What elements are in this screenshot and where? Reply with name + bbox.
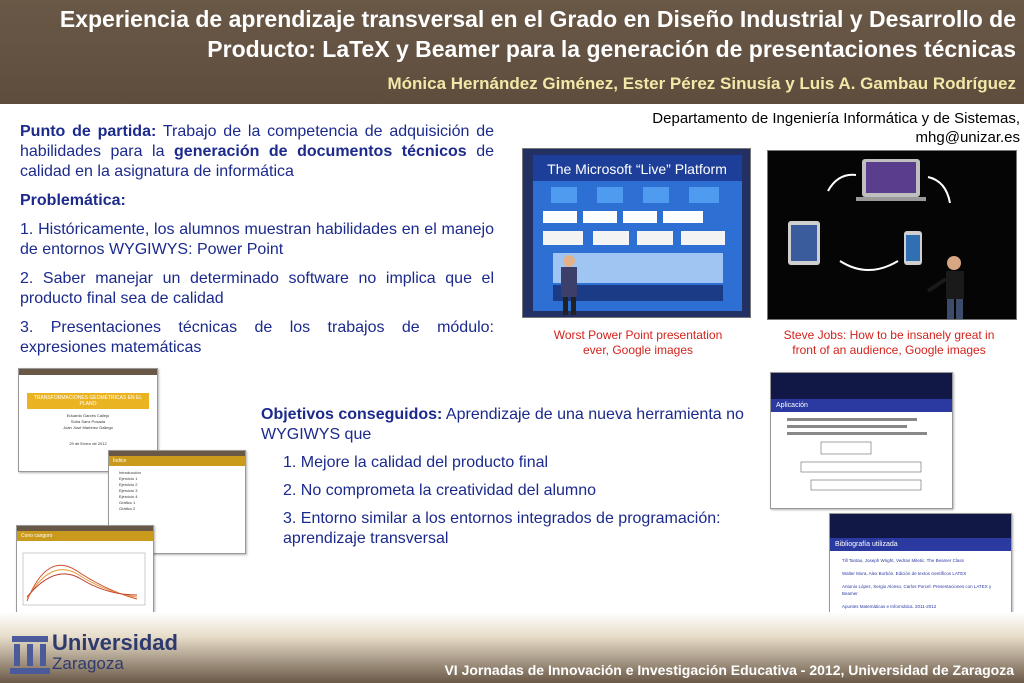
slide1-title: TRANSFORMACIONES GEOMÉTRICAS EN EL PLANO (27, 393, 149, 409)
problematica-item-1: 1. Históricamente, los alumnos muestran habilidades en el manejo de entornos WYGIWYS: Power Point (20, 221, 494, 258)
objetivo-item-1: 1. Mejore la calidad del producto final (283, 454, 549, 471)
slide2-item-6: Gráfico 1 (119, 500, 136, 505)
problematica-item-2: 2. Saber manejar un determinado software no implica que el producto final sea de calidad (20, 270, 494, 307)
slide2-item-7: Gráfico 2 (119, 506, 136, 511)
slide5-ref-4: Apuntes Matemáticas e Informática. 2011-2012 (842, 604, 937, 609)
logo-city: Zaragoza (52, 654, 124, 673)
slide2-item-4: Ejercicio 3 (119, 488, 138, 493)
department-info (652, 109, 1020, 147)
department-name: Departamento de Ingeniería Informática y de Sistemas, (652, 110, 1020, 127)
slide1-name-1: Eduardo Garcés Callejo (66, 413, 110, 418)
slide1-date: 29 de Enero de 2012 (69, 441, 107, 446)
poster-authors: Mónica Hernández Giménez, Ester Pérez Sinusía y Luis A. Gambau Rodríguez (387, 74, 1016, 93)
punto-label: Punto de partida: (20, 123, 157, 140)
punto-text-1: Trabajo de la competencia de adquisición de habilidades para la (20, 123, 494, 160)
poster-title: Experiencia de aprendizaje transversal en el Grado en Diseño Industrial y Desarrollo de Producto: LaTeX y Beamer para la generación de presentaciones técnicas (59, 6, 1016, 62)
problematica-label: Problemática: (20, 192, 126, 209)
slide4-title: Aplicación (771, 399, 952, 412)
objetivo-item-3: 3. Entorno similar a los entornos integrados de programación: aprendizaje transversal (283, 510, 721, 547)
slide2-title: Índice (109, 456, 245, 466)
slide3-title: Cono cangoro (17, 531, 153, 541)
microsoft-caption: Worst Power Point presentation ever, Google images (553, 328, 723, 357)
punto-de-partida (20, 122, 494, 182)
punto-bold: generación de documentos técnicos (174, 143, 467, 160)
slide2-item-3: Ejercicio 2 (119, 482, 138, 487)
slide1-name-3: Juan José Martínez Gallego (63, 425, 113, 430)
university-logo (8, 630, 178, 678)
objetivos-label: Objetivos conseguidos: (261, 406, 443, 423)
slide1-name-2: Sofía Sanz Posada (70, 419, 106, 424)
slide2-item-5: Ejercicio 4 (119, 494, 138, 499)
logo-university: Universidad (52, 630, 178, 655)
author-email[interactable]: mhg@unizar.es (915, 129, 1020, 146)
objetivo-item-2: 2. No comprometa la creatividad del alumno (283, 482, 597, 499)
slide-thumbnail-aplicacion (770, 372, 953, 509)
slide2-item-2: Ejercicio 1 (119, 476, 138, 481)
slide5-title: Bibliografía utilizada (830, 538, 1011, 551)
slide5-ref-1: Till Tantau, Joseph Wright, Vedran Miletic. The Beamer Class (842, 558, 964, 563)
university-seal-icon (8, 632, 52, 678)
problematica-item-3: 3. Presentaciones técnicas de los trabajos de módulo: expresiones matemáticas (20, 319, 494, 356)
microsoft-photo (522, 148, 751, 318)
footer-conference: VI Jornadas de Innovación e Investigación Educativa - 2012, Universidad de Zaragoza (444, 662, 1014, 678)
jobs-photo (767, 150, 1017, 320)
objetivos-intro-text: Aprendizaje de una nueva herramienta no WYGIWYS que (261, 406, 744, 443)
jobs-caption: Steve Jobs: How to be insanely great in front of an audience, Google images (783, 328, 995, 357)
slide5-ref-2: Walter Mora, Alex Borbón. Edición de textos científicos LATEX (842, 571, 967, 576)
punto-text-2: de calidad en la asignatura de informática (20, 143, 494, 180)
slide2-item-1: Introducción (119, 470, 141, 475)
slide5-ref-3: Antonio López, Sergio Alonso, Carlos Porcel. Presentaciones con LATEX y Beamer (842, 584, 992, 596)
ms-slide-title: The Microsoft “Live” Platform (547, 161, 727, 177)
left-column (20, 122, 494, 367)
objetivos-section (261, 405, 759, 557)
objetivos-intro (261, 405, 759, 445)
